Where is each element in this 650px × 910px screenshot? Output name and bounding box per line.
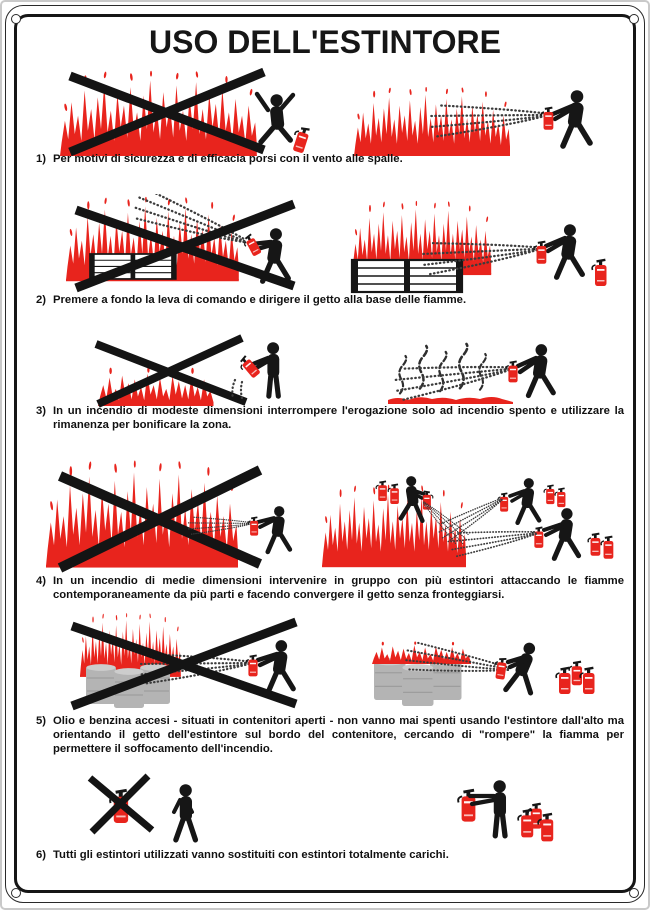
step2-correct-illustration (338, 194, 624, 296)
arms-icon (258, 518, 274, 527)
drum-icon (374, 658, 406, 700)
smoke-icon (399, 356, 406, 393)
screw-hole-icon (11, 14, 21, 24)
extinguisher-icon (534, 241, 546, 264)
spare-extinguisher-icon (556, 667, 570, 694)
step-number: 3) (36, 405, 47, 417)
step5-correct-illustration (360, 612, 622, 714)
step4-correct-illustration (316, 456, 632, 574)
spare-extinguisher-icon (555, 487, 565, 507)
spare-extinguisher-icon (388, 483, 399, 504)
step-number: 4) (36, 575, 47, 587)
person-icon (493, 780, 506, 836)
step-text: Olio e benzina accesi - situati in contenitori aperti - non vanno mai spenti usando l'estintore dall'alto ma orientando il getto dell'estintore sul bordo del contenitore, cercando di "rompere" la fiamma per permettere il soffocamento dell'incendio. (53, 715, 624, 755)
step-text: Tutti gli estintori utilizzati vanno sostituiti con estintori totalmente carichi. (53, 849, 449, 861)
step-caption (36, 848, 624, 862)
step3-wrong-illustration (86, 328, 308, 410)
step-caption (36, 574, 624, 602)
prohibition-cross-icon (90, 776, 152, 832)
pallet-icon (352, 260, 462, 292)
spare-extinguisher-icon (580, 667, 594, 694)
screw-hole-icon (11, 888, 21, 898)
step1-wrong-illustration (52, 64, 320, 156)
step-text: In un incendio di medie dimensioni intervenire in gruppo con più estintori attaccando le fiamme contemporaneamente da più parti e facendo convergere il getto senza fronteggiarsi. (53, 575, 624, 601)
person-icon (554, 508, 578, 558)
extinguisher-icon (246, 655, 258, 677)
step-caption (36, 404, 624, 432)
person-icon (557, 224, 583, 277)
screw-hole-icon (629, 888, 639, 898)
step4-wrong-illustration (36, 456, 302, 574)
step-caption (36, 152, 624, 166)
step-number: 1) (36, 153, 47, 165)
screw-hole-icon (629, 14, 639, 24)
person-icon (563, 90, 590, 146)
person-icon (528, 344, 553, 395)
spare-extinguisher-icon (376, 480, 387, 501)
page-title: USO DELL'ESTINTORE (149, 24, 501, 60)
step-caption (36, 293, 624, 307)
spare-extinguisher-icon (569, 661, 582, 686)
step-number: 2) (36, 294, 47, 306)
step6-wrong-illustration (76, 772, 240, 848)
spare-extinguisher-icon (601, 536, 613, 559)
extinguisher-icon (290, 125, 311, 154)
smoke-icon (439, 352, 446, 391)
step2-wrong-illustration (56, 194, 322, 296)
extinguisher-icon (506, 361, 517, 383)
step-number: 6) (36, 849, 47, 861)
step-text: In un incendio di modeste dimensioni interrompere l'erogazione solo ad incendio spento e utilizzare la rimanenza per bonificare la zona. (53, 405, 624, 431)
person-icon (268, 506, 290, 552)
step-text: Per motivi di sicurezza e di efficacia porsi con il vento alle spalle. (53, 153, 403, 165)
step-text: Premere a fondo la leva di comando e dirigere il getto alla base delle fiamme. (53, 294, 467, 306)
step-caption (36, 714, 624, 756)
spray-icon (435, 491, 507, 544)
extinguisher-icon (493, 657, 507, 680)
step1-correct-illustration (348, 64, 622, 156)
step6-correct-illustration (418, 772, 582, 848)
extinguisher-icon (532, 527, 543, 548)
spare-extinguisher-icon (592, 259, 606, 286)
person-icon (518, 478, 540, 523)
spare-extinguisher-icon (588, 533, 600, 556)
step-number: 5) (36, 715, 47, 727)
person-icon (268, 640, 293, 691)
spray-icon (392, 354, 511, 401)
arms-icon (518, 358, 536, 372)
arms-icon (510, 491, 524, 501)
person-icon (267, 342, 279, 396)
spare-extinguisher-icon (544, 484, 554, 504)
extinguisher-icon (541, 107, 553, 130)
step3-correct-illustration (380, 328, 566, 410)
extinguisher-icon (248, 516, 258, 535)
step5-wrong-illustration (56, 612, 320, 714)
